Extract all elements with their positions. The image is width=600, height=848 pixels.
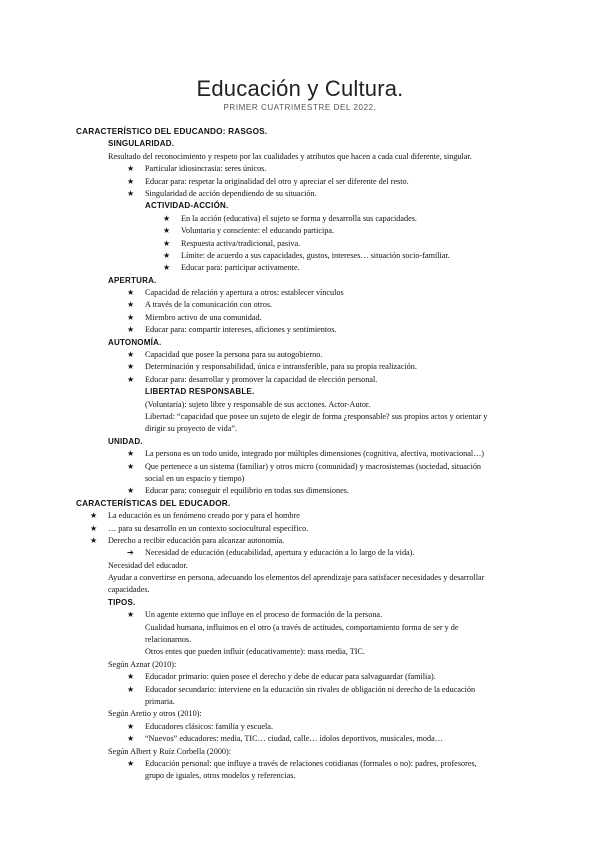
- document-body: [0, 126, 600, 783]
- line-text: APERTURA.: [108, 275, 157, 285]
- paragraph-line: [0, 411, 600, 423]
- star-bullet-icon: ★: [90, 523, 98, 533]
- line-text: ACTIVIDAD-ACCIÓN.: [145, 201, 229, 211]
- line-text: (Voluntaria): sujeto libre y responsable de sus acciones. Actor-Autor.: [145, 399, 371, 409]
- line-text: SINGULARIDAD.: [108, 139, 175, 149]
- star-bullet-icon: ★: [127, 288, 135, 298]
- line-text: CARACTERÍSTICAS DEL EDUCADOR.: [76, 498, 231, 508]
- document-subtitle: PRIMER CUATRIMESTRE DEL 2022.: [223, 103, 377, 112]
- list-item: [0, 225, 600, 237]
- line-text: Resultado del reconocimiento y respeto por las cualidades y atributos que hacen a cada cual diferente, singular.: [108, 151, 472, 161]
- line-text: Ayudar a convertirse en persona, adecuando los elementos del aprendizaje para satisfacer necesidades y desarrollar: [108, 573, 485, 583]
- star-bullet-icon: ★: [127, 350, 135, 360]
- list-item: [0, 238, 600, 250]
- line-text: Educar para: compartir intereses, aficiones y sentimientos.: [145, 325, 337, 335]
- star-bullet-icon: ★: [127, 610, 135, 620]
- star-bullet-icon: ★: [127, 325, 135, 335]
- list-item: [0, 671, 600, 683]
- paragraph-line: [0, 560, 600, 572]
- list-item: [0, 721, 600, 733]
- line-text: En la acción (educativa) el sujeto se forma y desarrolla sus capacidades.: [181, 213, 417, 223]
- line-text: dirigir su proyecto de vida”.: [145, 424, 238, 434]
- line-text: Libertad: “capacidad que posee un sujeto de elegir de forma ¿responsable? sus propios actos y orientar y: [145, 411, 488, 421]
- line-text: Miembro activo de una comunidad.: [145, 312, 262, 322]
- line-text: Educar para: respetar la originalidad del otro y apreciar el ser diferente del resto.: [145, 176, 409, 186]
- subsection-heading: [0, 597, 600, 609]
- star-bullet-icon: ★: [127, 721, 135, 731]
- list-item: [0, 374, 600, 386]
- line-text: A través de la comunicación con otros.: [145, 300, 273, 310]
- line-text: Educar para: desarrollar y promover la capacidad de elección personal.: [145, 374, 378, 384]
- line-text: Que pertenece a un sistema (familiar) y otros micro (comunidad) y macrosistemas (sociedad, situación: [145, 461, 482, 471]
- line-text: grupo de iguales, otros modelos y referencias.: [145, 771, 296, 781]
- paragraph-line: [0, 770, 600, 782]
- star-bullet-icon: ★: [163, 250, 171, 260]
- section-heading: [0, 498, 600, 510]
- star-bullet-icon: ★: [127, 449, 135, 459]
- star-bullet-icon: ★: [163, 213, 171, 223]
- subsection-heading: [0, 436, 600, 448]
- line-text: Capacidad de relación y apertura a otros: establecer vínculos: [145, 288, 344, 298]
- line-text: Respuesta activa/tradicional, pasiva.: [181, 238, 301, 248]
- line-text: Educador secundario: interviene en la educación sin rivales de obligación ni derecho de la educación: [145, 684, 476, 694]
- star-bullet-icon: ★: [163, 226, 171, 236]
- paragraph-line: [0, 646, 600, 658]
- star-bullet-icon: ★: [127, 734, 135, 744]
- paragraph-line: [0, 151, 600, 163]
- paragraph-line: [0, 634, 600, 646]
- line-text: LIBERTAD RESPONSABLE.: [145, 387, 255, 397]
- list-item: [0, 523, 600, 535]
- star-bullet-icon: ★: [127, 176, 135, 186]
- list-item: [0, 361, 600, 373]
- line-text: Educar para: conseguir el equilibrio en todas sus dimensiones.: [145, 486, 349, 496]
- line-text: Educadores clásicos: familia y escuela.: [145, 721, 273, 731]
- line-text: capacidades.: [108, 585, 150, 595]
- line-text: Capacidad que posee la persona para su autogobierno.: [145, 350, 323, 360]
- line-text: La persona es un todo unido, integrado por múltiples dimensiones (cognitiva, afectiva, motivacional…): [145, 449, 485, 459]
- paragraph-line: [0, 622, 600, 634]
- line-text: Derecho a recibir educación para alcanzar autonomía.: [108, 535, 285, 545]
- star-bullet-icon: ★: [127, 672, 135, 682]
- paragraph-line: [0, 659, 600, 671]
- line-text: Necesidad del educador.: [108, 560, 188, 570]
- arrow-bullet-icon: ➔: [127, 548, 134, 558]
- star-bullet-icon: ★: [163, 263, 171, 273]
- line-text: La educación es un fenómeno creado por y para el hombre: [108, 511, 300, 521]
- list-item: [0, 485, 600, 497]
- list-item: [0, 461, 600, 473]
- list-item: [0, 684, 600, 696]
- paragraph-line: [0, 696, 600, 708]
- list-item: [0, 510, 600, 522]
- line-text: CARACTERÍSTICO DEL EDUCANDO: RASGOS.: [76, 127, 268, 136]
- paragraph-line: [0, 399, 600, 411]
- subsection-heading: [0, 200, 600, 212]
- subsection-heading: [0, 337, 600, 349]
- line-text: Necesidad de educación (educabilidad, apertura y educación a lo largo de la vida).: [145, 548, 415, 558]
- line-text: UNIDAD.: [108, 436, 143, 446]
- subsection-heading: [0, 138, 600, 150]
- line-text: Educador primario: quien posee el derecho y debe de educar para salvaguardar (familia).: [145, 672, 436, 682]
- paragraph-line: [0, 423, 600, 435]
- line-text: Según Aretio y otros (2010):: [108, 709, 202, 719]
- paragraph-line: [0, 572, 600, 584]
- line-text: Según Albert y Ruíz Corbella (2000):: [108, 746, 232, 756]
- line-text: Educación personal: que influye a través de relaciones cotidianas (formales o no): padres, profesores,: [145, 758, 477, 768]
- star-bullet-icon: ★: [127, 312, 135, 322]
- list-item: [0, 448, 600, 460]
- list-item: [0, 324, 600, 336]
- star-bullet-icon: ★: [127, 188, 135, 198]
- star-bullet-icon: ★: [163, 238, 171, 248]
- list-item: [0, 733, 600, 745]
- line-text: “Nuevos” educadores: media, TIC… ciudad, calle… ídolos deportivos, musicales, moda…: [145, 734, 443, 744]
- star-bullet-icon: ★: [127, 461, 135, 471]
- line-text: primaria.: [145, 696, 175, 706]
- line-text: social en un espacio y tiempo): [145, 473, 245, 483]
- star-bullet-icon: ★: [127, 374, 135, 384]
- line-text: Singularidad de acción dependiendo de su situación.: [145, 188, 317, 198]
- star-bullet-icon: ★: [127, 300, 135, 310]
- list-item: [0, 262, 600, 274]
- paragraph-line: [0, 473, 600, 485]
- line-text: relacionarnos.: [145, 635, 192, 645]
- line-text: Particular idiosincrasia: seres únicos.: [145, 164, 267, 174]
- line-text: Límite: de acuerdo a sus capacidades, gustos, intereses… situación socio-familiar.: [181, 250, 450, 260]
- section-heading: [0, 126, 600, 138]
- line-text: … para su desarrollo en un contexto sociocultural específico.: [108, 523, 309, 533]
- line-text: AUTONOMÍA.: [108, 337, 162, 347]
- line-text: TIPOS.: [108, 597, 136, 607]
- list-item: [0, 535, 600, 547]
- list-item: [0, 547, 600, 559]
- line-text: Un agente externo que influye en el proceso de formación de la persona.: [145, 610, 383, 620]
- list-item: [0, 176, 600, 188]
- star-bullet-icon: ★: [90, 511, 98, 521]
- line-text: Voluntaria y consciente: el educando participa.: [181, 226, 335, 236]
- line-text: Educar para: participar activamente.: [181, 263, 300, 273]
- paragraph-line: [0, 708, 600, 720]
- list-item: [0, 609, 600, 621]
- list-item: [0, 188, 600, 200]
- star-bullet-icon: ★: [127, 684, 135, 694]
- line-text: Determinación y responsabilidad, única e intransferible, para su propia realización.: [145, 362, 417, 372]
- star-bullet-icon: ★: [127, 362, 135, 372]
- list-item: [0, 758, 600, 770]
- paragraph-line: [0, 584, 600, 596]
- list-item: [0, 299, 600, 311]
- star-bullet-icon: ★: [127, 758, 135, 768]
- subsection-heading: [0, 386, 600, 398]
- star-bullet-icon: ★: [90, 535, 98, 545]
- list-item: [0, 163, 600, 175]
- paragraph-line: [0, 746, 600, 758]
- line-text: Según Aznar (2010):: [108, 659, 177, 669]
- star-bullet-icon: ★: [127, 486, 135, 496]
- list-item: [0, 287, 600, 299]
- star-bullet-icon: ★: [127, 164, 135, 174]
- list-item: [0, 213, 600, 225]
- subsection-heading: [0, 275, 600, 287]
- document-title: Educación y Cultura.: [196, 76, 404, 101]
- list-item: [0, 250, 600, 262]
- list-item: [0, 312, 600, 324]
- list-item: [0, 349, 600, 361]
- line-text: Cualidad humana, influimos en el otro (a través de actitudes, comportamiento forma de ser y de: [145, 622, 459, 632]
- line-text: Otros entes que pueden influir (educativamente): mass media, TIC.: [145, 647, 365, 657]
